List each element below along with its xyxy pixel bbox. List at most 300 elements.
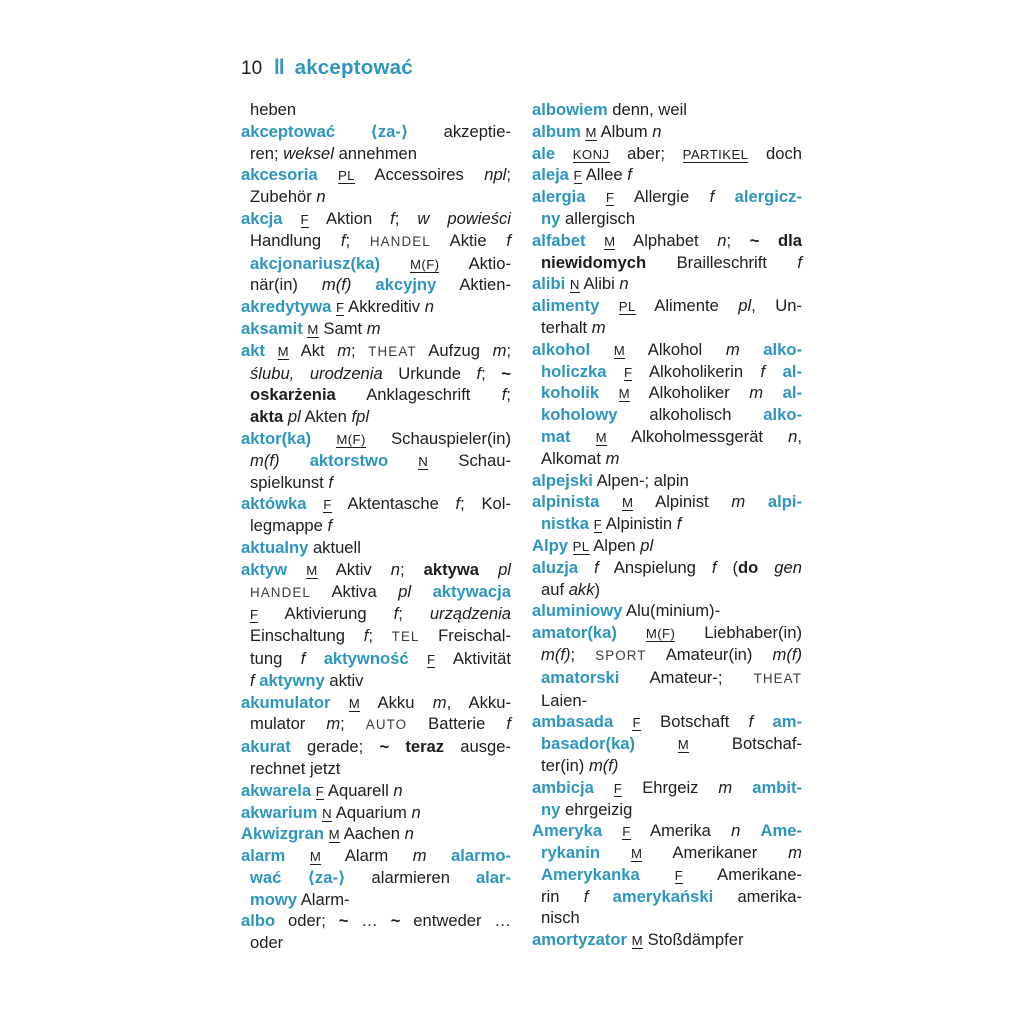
text-run: annehmen [333,143,417,163]
grammar-italic: urządzenia [429,604,511,624]
text-run: ( [716,557,739,577]
headword: ambasada [532,712,633,732]
entry-line [241,932,511,954]
headword: aktor(ka) [241,428,337,448]
text-run [714,187,734,206]
entry-line [241,910,511,932]
entry-line [532,733,802,755]
grammar-italic: m [749,383,764,403]
grammar-italic: pl [640,535,654,555]
text-run [740,821,760,840]
grammar-italic: f [583,886,589,906]
headword: akurat [241,737,291,757]
text-run: ; [394,208,418,228]
gender-marker: F [573,168,582,184]
text-run: denn, weil [607,100,687,119]
gender-marker: KONJ [572,146,610,162]
grammar-italic: n [393,780,403,800]
grammar-italic: f [328,472,334,492]
entry-line [241,296,511,318]
headword: basador(ka) [541,734,636,754]
headword: al- [782,383,802,403]
grammar-italic: f [250,670,255,690]
entry-line [241,780,511,802]
grammar-italic: f [676,514,682,534]
entry-line [241,692,511,714]
text-run: Alpinist [633,492,732,512]
text-run [388,451,418,470]
text-run: Alibi [579,274,620,294]
text-run: nisch [541,908,580,928]
grammar-italic: w powieści [417,208,511,228]
text-run: ren; [250,143,284,163]
entry-line [241,121,511,143]
grammar-italic: m(f) [250,450,280,470]
text-run [479,560,498,579]
gender-marker: M [309,849,322,865]
text-run: ) [594,579,601,599]
text-run: aktiv [324,670,364,690]
gender-marker: M [613,342,626,358]
entry-line [532,929,802,951]
entry-line [532,777,802,799]
headword: aleja [532,165,574,185]
text-run: Aktivierung [258,604,394,624]
text-run: när(in) [250,275,322,295]
text-run: Aktentasche [331,494,456,514]
text-run: ; [368,626,392,646]
text-run [763,383,783,402]
entry-line [241,713,511,736]
grammar-italic: m [432,692,447,712]
headword: aktorstwo [309,450,389,470]
text-run: Alu(minium)- [622,601,721,621]
headword: album [532,121,586,141]
text-run [740,340,764,359]
grammar-italic: f [300,648,306,668]
text-run: ; [481,363,502,383]
gender-marker: M [622,495,634,511]
grammar-italic: f [760,361,766,381]
text-run: Alimente [635,296,739,316]
headword: Amerykanka [541,864,675,884]
text-run: Einschaltung [250,626,364,646]
gender-marker: N [569,277,580,293]
text-run: Alkomat [541,448,606,468]
field-label: THEAT [368,343,417,359]
grammar-italic: m [725,339,740,359]
headword: akcyjny [375,275,437,295]
entry-line [532,557,802,579]
grammar-italic: pl [398,581,412,601]
text-run: aber; [609,143,683,163]
text-run: terhalt [541,317,592,337]
entry-line [532,799,802,821]
headword: rykanin [541,843,631,863]
entry-line [241,384,511,406]
grammar-italic: m(f) [772,644,802,664]
text-run: Aquarium [332,802,412,822]
text-run: ; [570,644,596,664]
entry-line [532,470,802,492]
text-run: ehrgeizig [560,799,633,819]
grammar-italic: akk [568,579,595,599]
grammar-italic: f [390,208,395,228]
grammar-italic: n [411,802,421,822]
text-run: legmappe [250,516,328,536]
grammar-italic: m [492,340,507,360]
entry-line [241,559,511,581]
page-number: 10 [241,58,263,79]
grammar-italic: gen [774,557,802,577]
header-divider-icon: ‖ [273,56,286,79]
text-run: Alkohol [625,339,726,359]
text-run: ; [399,559,424,579]
gender-marker: PL [337,168,355,184]
text-run: alarmieren [345,867,476,887]
headword: ambit- [752,777,802,797]
grammar-italic: m [412,846,427,866]
gender-marker: M [307,321,319,337]
field-label: HANDEL [250,584,311,600]
field-label: SPORT [595,647,647,663]
grammar-italic: n [316,187,326,207]
gender-marker: PARTIKEL [682,146,749,162]
column-left [241,99,511,954]
text-run: Urkunde [382,363,477,383]
text-run: heben [250,100,297,119]
columns [241,99,802,954]
headword: akcjonariusz(ka) [250,253,411,273]
text-run: ; Kol- [460,494,511,514]
text-run: Akkreditiv [344,297,425,317]
headword: Alpy [532,535,573,555]
text-run [635,734,678,753]
guide-word: akceptować [294,56,413,79]
gender-marker: M [630,846,643,862]
text-run: … [348,911,391,931]
headword: ambicja [532,777,614,797]
grammar-italic: m [718,777,733,797]
field-label: HANDEL [369,233,431,249]
text-run [578,558,594,577]
entry-line [241,363,511,385]
headword: aktywacja [432,581,511,601]
bold-subentry: aktywa [423,559,480,579]
entry-line [532,600,802,622]
gender-marker: F [300,211,309,227]
text-run [732,778,752,797]
grammar-italic: m [337,340,352,360]
text-run: Anspielung [598,557,712,577]
text-run: Akku [360,692,433,712]
text-run: Aktion [308,208,391,228]
text-run [411,582,432,601]
entry-line [241,318,511,340]
text-run: Schauspieler(in) [365,428,511,448]
headword: amerykański [612,886,714,906]
text-run: doch [748,143,803,163]
text-run [745,492,768,511]
text-run [765,362,782,381]
field-label: AUTO [365,717,408,733]
text-run [351,275,375,294]
grammar-italic: f [506,714,511,734]
entry-line [241,208,511,230]
text-run: Amateur-; [619,667,754,687]
headword: ny [541,799,561,819]
headword: aktualny [241,537,309,557]
text-run: mulator [250,714,327,734]
gender-marker: M [677,737,690,753]
bold-subentry: ~ [501,363,511,383]
text-run [588,887,612,906]
entry-line [532,864,802,886]
headword: nistka [541,514,594,534]
entry-line [241,625,511,648]
text-run: Alarm [321,846,413,866]
entry-line [532,382,802,404]
entry-line [241,867,511,889]
text-run: rechnet jetzt [250,758,341,778]
entry-line [241,340,511,363]
text-run: ; [506,340,512,360]
headword: alibi [532,274,570,294]
text-run: , Akku- [446,692,511,712]
entry-line [532,121,802,143]
text-run: , [797,426,802,446]
entry-line [241,143,511,165]
grammar-italic: m [366,318,381,338]
gender-marker: PL [572,538,590,554]
gender-marker: M [585,124,597,140]
bold-subentry: do [738,557,759,577]
headword: alpejski [532,470,593,490]
text-run: Ehrgeiz [622,777,719,797]
headword: ale [532,143,573,163]
entry-line [241,670,511,692]
entry-line [241,648,511,670]
gender-marker: M [277,343,289,359]
grammar-italic: n [404,824,414,844]
text-run: ; [506,165,511,185]
grammar-italic: npl [484,165,507,185]
entry-line [241,537,511,559]
headword: amortyzator [532,930,632,950]
entry-line [532,907,802,929]
bold-subentry: oskarżenia [250,385,336,405]
headword: alarmo- [451,846,511,866]
headword: ny [541,208,561,228]
grammar-italic: f [711,557,717,577]
headword: alpinista [532,492,622,512]
page-header [241,56,413,80]
entry-line [532,426,802,448]
entry-line [532,755,802,777]
text-run: ausge- [444,737,511,757]
headword: akwarela [241,780,316,800]
gender-marker: F [613,780,623,796]
text-run: Samt [318,318,367,338]
text-run: Aktie [430,230,507,250]
text-run: Laien- [541,690,588,710]
grammar-italic: m [788,843,802,863]
grammar-italic: f [501,385,507,405]
entry-line [532,208,802,230]
gender-marker: F [593,517,603,533]
text-run: Freischal- [419,626,511,646]
text-run: aktuell [308,537,361,557]
grammar-italic: m [731,492,746,512]
headword: aktówka [241,494,324,514]
text-run: Amateur(in) [646,644,773,664]
text-run: Aktio- [439,253,511,273]
text-run [758,558,774,577]
grammar-italic: m [591,317,606,337]
grammar-italic: m [605,448,620,468]
headword: albowiem [532,100,608,119]
text-run: Alkoholmessgerät [606,426,789,446]
entry-line [241,164,511,186]
text-run: Alphabet [615,230,718,250]
text-run [427,846,452,865]
text-run: ; [340,714,366,734]
grammar-italic: pl [738,296,752,316]
gender-marker: F [622,824,631,840]
text-run: ; [726,230,750,250]
headword: aktyw [241,559,307,579]
text-run: Akt [288,340,338,360]
grammar-italic: f [455,494,461,514]
grammar-italic: pl [498,559,511,579]
text-run: Aktivität [435,648,511,668]
entry-line [532,820,802,842]
headword: aksamit [241,318,308,338]
headword: am- [772,712,803,732]
grammar-italic: f [393,604,399,624]
entry-line [532,513,802,535]
text-run: Aktiva [310,581,399,601]
entry-line [532,886,802,908]
headword: aktywność [323,648,427,668]
text-run: Amerikaner [642,843,789,863]
entry-line [241,274,511,296]
headword: holiczka [541,361,624,381]
headword: aluminiowy [532,601,623,621]
headword: alarm [241,846,310,866]
entry-line [241,515,511,537]
headword: akceptować ⟨za-⟩ [241,121,409,141]
gender-marker: M [604,233,616,249]
text-run [280,451,310,470]
grammar-italic: f [748,712,754,732]
headword: alimenty [532,296,619,316]
entry-line [241,450,511,472]
grammar-italic: n [619,274,629,294]
headword: alfabet [532,230,605,250]
headword: alpi- [767,492,802,512]
headword: amatorski [541,667,620,687]
headword: al- [782,361,802,381]
headword: alergia [532,187,606,207]
grammar-italic: n [788,426,798,446]
entry-line [532,491,802,513]
text-run: tung [250,648,301,668]
entry-line [241,253,511,275]
gender-marker: F [605,190,615,206]
bold-subentry: ~ [338,911,349,931]
text-run: Aufzug [416,340,493,360]
headword: Ameryka [532,821,623,841]
text-run [305,649,323,668]
gender-marker: M [328,827,340,843]
text-run: oder [250,933,284,953]
text-run: Alkoholiker [630,383,750,403]
entry-line [241,736,511,758]
text-run: Amerika [630,821,732,841]
entry-line [532,99,802,121]
text-run: entweder … [400,911,512,931]
grammar-italic: fpl [351,407,370,427]
bold-subentry: niewidomych [541,252,647,272]
headword: akumulator [241,692,349,712]
entry-line [532,230,802,252]
grammar-italic: m(f) [541,644,571,664]
entry-line [532,252,802,274]
headword: amator(ka) [532,623,646,643]
grammar-italic: f [709,187,715,207]
headword: alergicz- [734,187,802,207]
bold-subentry: ~ teraz [379,737,445,757]
gender-marker: F [632,715,641,731]
gender-marker: F [315,783,325,799]
gender-marker: M [306,562,318,578]
text-run: ; [345,230,370,250]
entry-line [241,758,511,780]
text-run: Amerikane- [683,864,802,884]
entry-line [532,711,802,733]
headword: mowy [250,889,298,909]
bold-subentry: ~ [390,911,401,931]
entry-line [241,230,511,253]
text-run: allergisch [560,208,636,228]
text-run: , Un- [751,296,802,316]
gender-marker: N [322,805,333,821]
grammar-italic: m(f) [321,275,352,295]
grammar-italic: m(f) [588,755,619,775]
headword: akredytywa [241,297,337,317]
headword: alko- [763,339,802,359]
headword: koholowy [541,405,618,425]
entry-line [532,295,802,317]
gender-marker: F [623,364,633,380]
entry-line [241,472,511,494]
headword: wać ⟨za-⟩ [250,867,346,887]
entry-line [532,622,802,644]
grammar-italic: ślubu, urodzenia [250,363,383,383]
entry-line [532,448,802,470]
text-run: Allergie [614,187,710,207]
gender-marker: M [618,386,630,402]
gender-marker: PL [618,299,636,315]
text-run: ; [506,385,511,405]
entry-line [241,186,511,208]
entry-line [241,845,511,867]
grammar-italic: f [327,516,333,536]
entry-line [241,823,511,845]
grammar-italic: f [594,557,599,577]
headword: akcesoria [241,165,338,185]
